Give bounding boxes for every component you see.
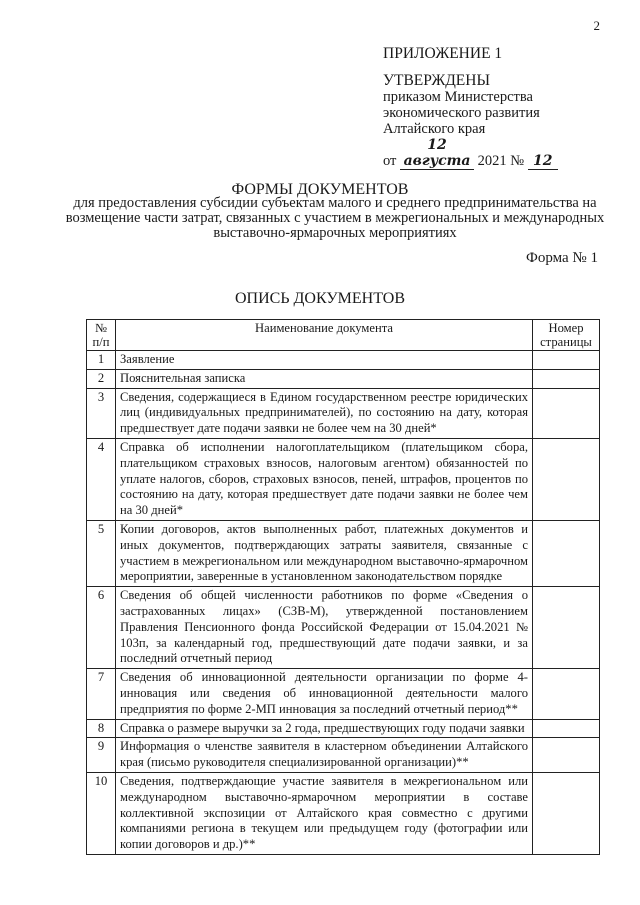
page-number: 2	[593, 18, 600, 33]
handwritten-order-number: 12	[528, 153, 558, 170]
form-number: Форма № 1	[526, 250, 598, 266]
row-page	[533, 438, 600, 520]
row-page	[533, 369, 600, 388]
header-page: Номер страницы	[533, 320, 600, 351]
row-num: 6	[87, 587, 116, 669]
row-name: Справка об исполнении налогоплательщиком (плательщиком сбора, плательщиком страховых взносов, налоговым агентом) обязанностей по уплате налогов, сборов, страховых взносов, пеней, штрафов, процентов по состоянию на дату, которая предшествует дате подачи заявки не более чем на 30 дней*	[116, 438, 533, 520]
row-page	[533, 738, 600, 773]
table-row	[87, 369, 600, 388]
inventory-title: ОПИСЬ ДОКУМЕНТОВ	[234, 290, 405, 307]
row-name: Заявление	[116, 351, 533, 370]
handwritten-date: 12 августа	[400, 137, 474, 170]
header-name: Наименование документа	[116, 320, 533, 351]
table-row	[87, 587, 600, 669]
row-page	[533, 772, 600, 854]
row-name: Информация о членстве заявителя в кластерном объединении Алтайского края (письмо руководителя специализированной организации)**	[116, 738, 533, 773]
table-row	[87, 438, 600, 520]
table-row	[87, 719, 600, 738]
table-row	[87, 520, 600, 586]
table-row	[87, 738, 600, 773]
row-num: 10	[87, 772, 116, 854]
row-num: 3	[87, 388, 116, 438]
date-prefix: от	[383, 153, 397, 169]
table-row	[87, 772, 600, 854]
row-name: Сведения об общей численности работников по форме «Сведения о застрахованных лицах» (СЗВ-М), утвержденной постановлением Правления Пенсионного фонда Российской Федерации от 15.04.2021 № 103п, за календарный год, предшествующий дате подачи заявки, и за последний отчетный период	[116, 587, 533, 669]
forms-subtitle: для предоставления субсидии субъектам малого и среднего предпринимательства на возмещение части затрат, связанных с участием в межрегиональных и международных выставочно-ярмарочных мероприятиях	[65, 195, 605, 241]
documents-table	[86, 319, 600, 855]
row-num: 9	[87, 738, 116, 773]
header-num: № п/п	[87, 320, 116, 351]
appendix-block	[383, 46, 558, 170]
row-page	[533, 719, 600, 738]
row-num: 5	[87, 520, 116, 586]
approval-line-1: приказом Министерства	[383, 89, 533, 105]
table-row	[87, 669, 600, 719]
row-name: Копии договоров, актов выполненных работ, платежных документов и иных документов, подтверждающих затраты заявителя, связанные с участием в межрегиональном или международном выставочно-ярмарочном мероприятии, заверенные в установленном законодательством порядке	[116, 520, 533, 586]
approved-label: УТВЕРЖДЕНЫ	[383, 72, 490, 89]
row-page	[533, 587, 600, 669]
row-name: Справка о размере выручки за 2 года, предшествующих году подачи заявки	[116, 719, 533, 738]
appendix-title: ПРИЛОЖЕНИЕ 1	[383, 45, 503, 62]
row-num: 8	[87, 719, 116, 738]
row-name: Пояснительная записка	[116, 369, 533, 388]
row-num: 2	[87, 369, 116, 388]
row-num: 4	[87, 438, 116, 520]
row-name: Сведения, подтверждающие участие заявителя в межрегиональном или международном выставочно-ярмарочном мероприятии в составе коллективной экспозиции от Алтайского края совместно с другими компаниями региона в текущем или предыдущем году (фотографии или копии договоров и др.)**	[116, 772, 533, 854]
forms-title: ФОРМЫ ДОКУМЕНТОВ	[231, 181, 409, 198]
table-header-row	[87, 320, 600, 351]
year-number-label: 2021 №	[477, 153, 525, 169]
row-page	[533, 520, 600, 586]
table-row	[87, 351, 600, 370]
row-page	[533, 669, 600, 719]
row-page	[533, 351, 600, 370]
approval-line-2: экономического развития	[383, 105, 540, 121]
table-row	[87, 388, 600, 438]
row-name: Сведения, содержащиеся в Едином государственном реестре юридических лиц (индивидуальных предпринимателей), по состоянию на дату, которая предшествует дате подачи заявки не более чем на 30 дней*	[116, 388, 533, 438]
approval-date-row	[383, 137, 558, 170]
row-name: Сведения об инновационной деятельности организации по форме 4-инновация или сведения об инновационной деятельности малого предприятия по форме 2-МП инновация за последний отчетный период**	[116, 669, 533, 719]
row-num: 7	[87, 669, 116, 719]
row-page	[533, 388, 600, 438]
approval-line-3: Алтайского края	[383, 121, 486, 137]
row-num: 1	[87, 351, 116, 370]
